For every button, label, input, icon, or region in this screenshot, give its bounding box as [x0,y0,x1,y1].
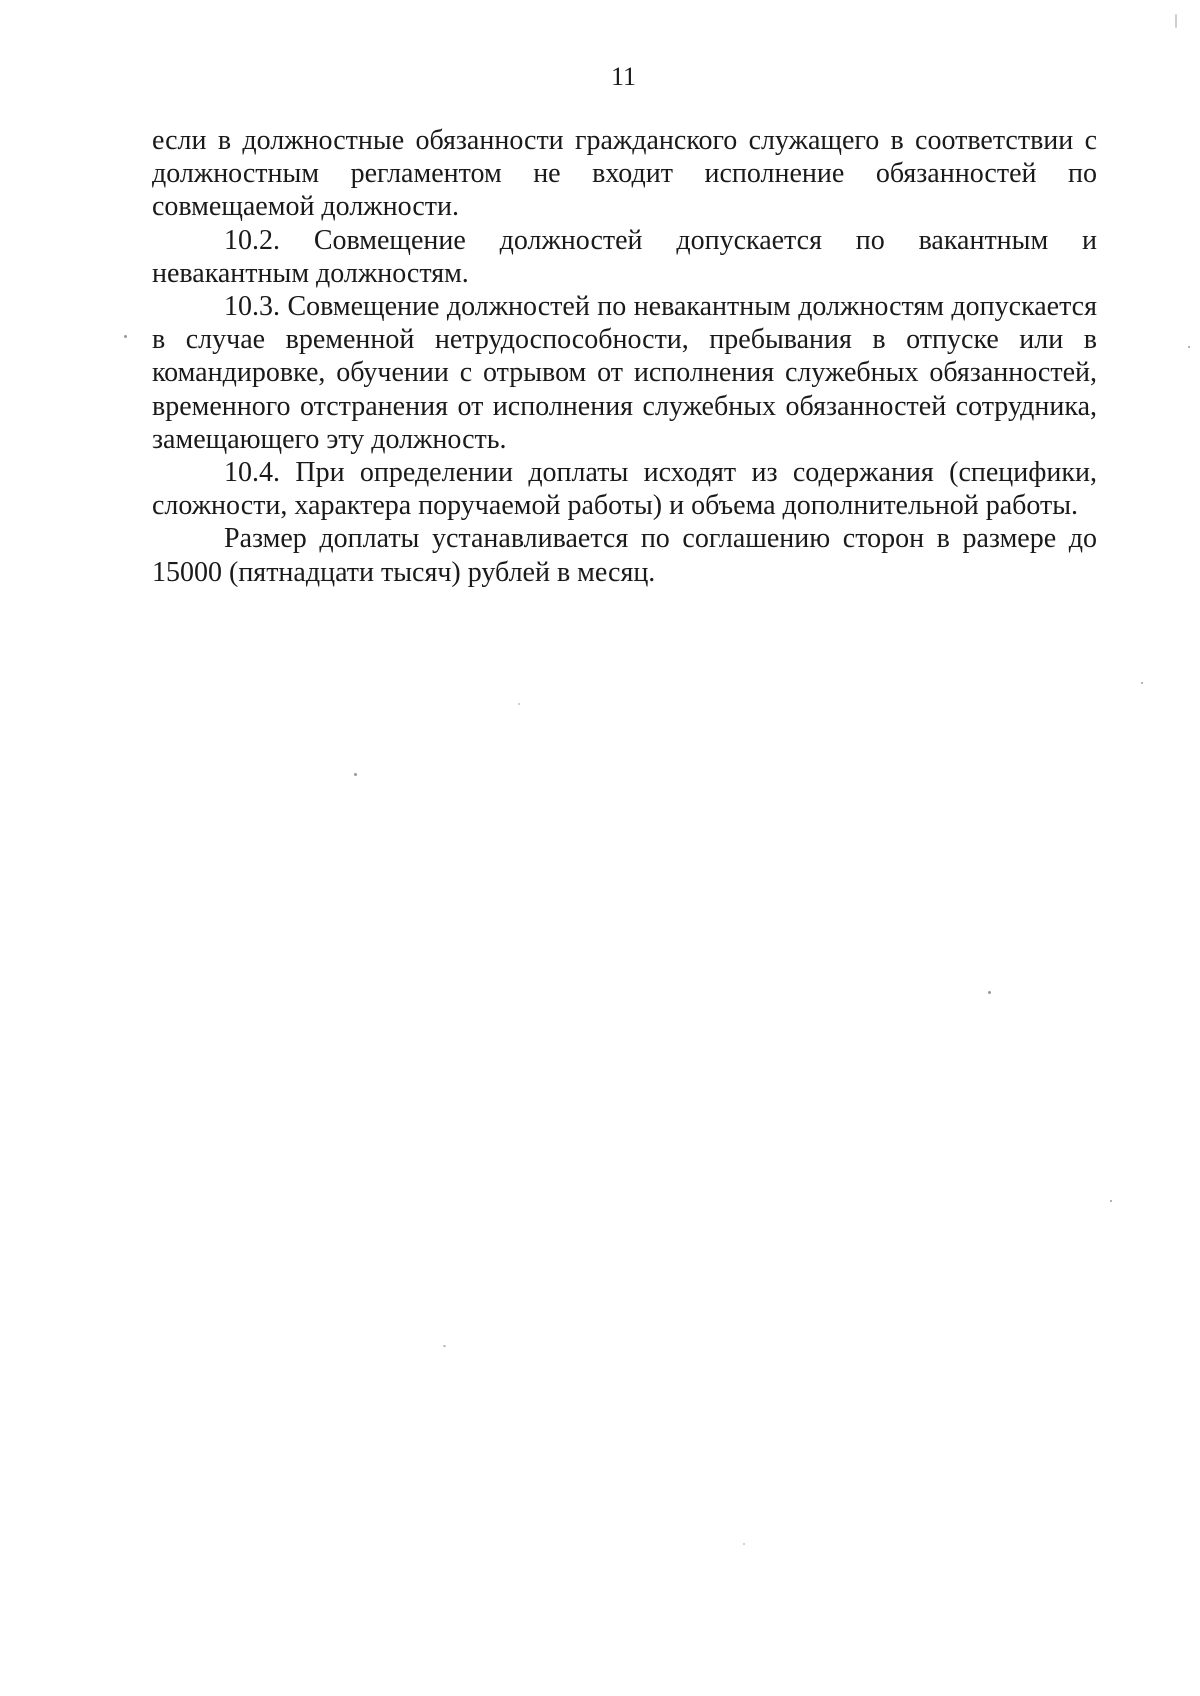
scan-speck [124,335,127,338]
scan-speck [354,773,357,776]
paragraph-10-4: 10.4. При определении доплаты исходят из содержания (специфики, сложности, характера поручаемой работы) и объема дополнительной работы. [152,457,1097,522]
scan-speck [1188,346,1190,348]
paragraph-10-2: 10.2. Совмещение должностей допускается по вакантным и невакантным должностям. [152,224,1097,289]
document-body [152,124,1097,589]
scan-speck [443,1345,446,1347]
paragraph-payment-amount: Размер доплаты устанавливается по соглашению сторон в размере до 15000 (пятнадцати тысяч) рублей в месяц. [152,523,1097,588]
paragraph-10-3: 10.3. Совмещение должностей по невакантным должностям допускается в случае временной нетрудоспособности, пребывания в отпуске или в командировке, обучении с отрывом от исполнения служебных обязанностей, временного отстранения от исполнения служебных обязанностей сотрудника, замещающего эту должность. [152,291,1097,455]
scan-speck [1141,682,1143,684]
scan-speck [518,703,520,705]
page-number: 11 [610,62,637,91]
scan-speck [743,1543,745,1545]
scan-speck [1175,14,1177,28]
scan-speck [988,991,991,994]
scan-speck [1110,1200,1112,1202]
paragraph-continuation: если в должностные обязанности гражданского служащего в соответствии с должностным регламентом не входит исполнение обязанностей по совмещаемой должности. [152,125,1097,223]
